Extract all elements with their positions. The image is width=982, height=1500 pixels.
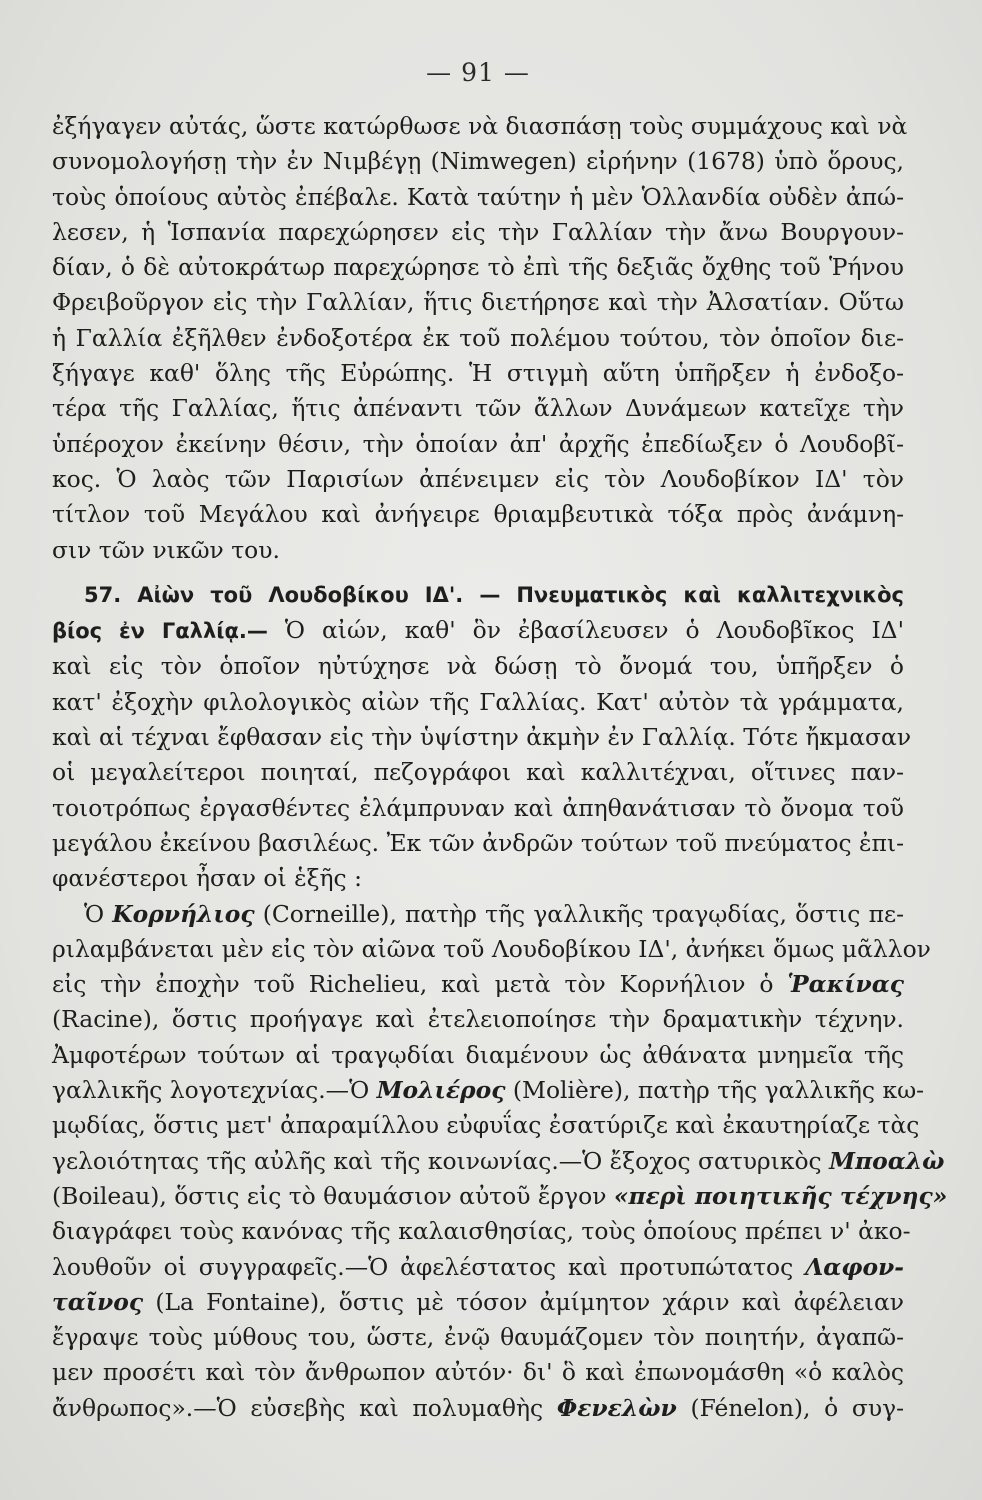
text-line: ἄνθρωπος».—Ὁ εὐσεβὴς καὶ πολυμαθὴς Φενελὼν (Fénelon), ὁ συγ- [52,1393,904,1422]
author-name: ταῖνος [52,1287,144,1316]
text-line: γαλλικῆς λογοτεχνίας.—Ὁ Μολιέρος (Molière), πατὴρ τῆς γαλλικῆς κω- [52,1076,925,1105]
text-line: σιν τῶν νικῶν του. [52,535,280,564]
text-line: μῳδίας, ὅστις μετ' ἀπαραμίλλου εὐφυΐας ἐσατύριζε καὶ ἐκαυτηρίαζε τὰς [52,1111,920,1140]
author-name: Μολιέρος [376,1076,506,1105]
text-line: ριλαμβάνεται μὲν εἰς τὸν αἰῶνα τοῦ Λουδοβίκου ΙΔ', ἀνήκει ὅμως μᾶλλον [52,934,931,963]
text-line: εἰς τὴν ἐποχὴν τοῦ Richelieu, καὶ μετὰ τὸν Κορνήλιον ὁ Ῥακίνας [52,970,904,999]
text-line: τοὺς ὁποίους αὐτὸς ἐπέβαλε. Κατὰ ταύτην ἡ μὲν Ὁλλανδία οὐδὲν ἀπώ- [52,182,904,211]
text-line: Ὁ Κορνήλιος (Corneille), πατὴρ τῆς γαλλικῆς τραγῳδίας, ὅστις πε- [84,899,904,928]
text-line: ἐξήγαγεν αὐτάς, ὥστε κατώρθωσε νὰ διασπάσῃ τοὺς συμμάχους καὶ νὰ [52,112,908,140]
text-line: μεν προσέτι καὶ τὸν ἄνθρωπον αὐτόν· δι' ὃ καὶ ἐπωνομάσθη «ὁ καλὸς [52,1358,904,1387]
text-line: ἔγραψε τοὺς μύθους του, ὥστε, ἐνῷ θαυμάζομεν τὸν ποιητήν, ἀγαπῶ- [52,1323,904,1352]
author-name: Ῥακίνας [787,970,904,999]
text-line: λεσεν, ἡ Ἱσπανία παρεχώρησεν εἰς τὴν Γαλλίαν τὴν ἄνω Βουργουν- [52,217,904,246]
text-line: κος. Ὁ λαὸς τῶν Παρισίων ἀπένειμεν εἰς τὸν Λουδοβίκον ΙΔ' τὸν [52,464,904,493]
page-number: — 91 — [426,58,530,87]
body-text [52,109,948,1426]
text-line: διαγράφει τοὺς κανόνας τῆς καλαισθησίας, τοὺς ὁποίους πρέπει ν' ἀκο- [52,1217,911,1246]
text-line: μεγάλου ἐκείνου βασιλέως. Ἐκ τῶν ἀνδρῶν τούτων τοῦ πνεύματος ἐπι- [52,828,904,857]
text-line: λουθοῦν οἱ συγγραφεῖς.—Ὁ ἀφελέστατος καὶ προτυπώτατος Λαφον- [52,1252,904,1281]
author-name: Κορνήλιος [112,899,255,928]
text-line: (Racine), ὅστις προήγαγε καὶ ἐτελειοποίησε τὴν δραματικὴν τέχνην. [52,1005,904,1034]
text-line: κατ' ἐξοχὴν φιλολογικὸς αἰὼν τῆς Γαλλίας. Κατ' αὐτὸν τὰ γράμματα, [52,687,904,716]
text-line: καὶ εἰς τὸν ὁποῖον ηὐτύχησε νὰ δώσῃ τὸ ὄνομά του, ὑπῆρξεν ὁ [52,652,904,681]
section-text: Ὁ αἰών, καθ' ὃν ἐβασίλευσεν ὁ Λουδοβῖκος ΙΔ' [267,616,905,645]
section-heading: 57. Αἰὼν τοῦ Λουδοβίκου ΙΔ'. — Πνευματικὸς καὶ καλλιτεχνικὸς [84,582,904,607]
text-line: Ἀμφοτέρων τούτων αἱ τραγῳδίαι διαμένουν ὡς ἀθάνατα μνημεῖα τῆς [52,1040,904,1069]
text-line: τίτλον τοῦ Μεγάλου καὶ ἀνήγειρε θριαμβευτικὰ τόξα πρὸς ἀνάμνη- [52,500,904,529]
author-name: Φενελὼν [556,1393,677,1422]
text-line: ὑπέροχον ἐκείνην θέσιν, τὴν ὁποίαν ἀπ' ἀρχῆς ἐπεδίωξεν ὁ Λουδοβῖ- [52,429,904,458]
text-line: φανέστεροι ἦσαν οἱ ἑξῆς : [52,864,362,893]
text-line: δίαν, ὁ δὲ αὐτοκράτωρ παρεχώρησε τὸ ἐπὶ τῆς δεξιᾶς ὄχθης τοῦ Ῥήνου [52,253,904,282]
text-line: ταῖνος (La Fontaine), ὅστις μὲ τόσον ἀμίμητον χάριν καὶ ἀφέλειαν [52,1287,904,1316]
text-line: τέρα τῆς Γαλλίας, ἥτις ἀπέναντι τῶν ἄλλων Δυνάμεων κατεῖχε τὴν [52,394,904,423]
text-line: οἱ μεγαλείτεροι ποιηταί, πεζογράφοι καὶ καλλιτέχναι, οἵτινες παν- [52,758,904,787]
text-line: (Boileau), ὅστις εἰς τὸ θαυμάσιον αὐτοῦ ἔργον «περὶ ποιητικῆς τέχνης» [52,1181,948,1210]
text-line: τοιοτρόπως ἐργασθέντες ἐλάμπρυναν καὶ ἀπηθανάτισαν τὸ ὄνομα τοῦ [52,793,904,822]
text-line: ἡ Γαλλία ἐξῆλθεν ἐνδοξοτέρα ἐκ τοῦ πολέμου τούτου, τὸν ὁποῖον διε- [52,323,904,352]
work-title: «περὶ ποιητικῆς τέχνης» [613,1181,948,1210]
text-line: καὶ αἱ τέχναι ἔφθασαν εἰς τὴν ὑψίστην ἀκμὴν ἐν Γαλλίᾳ. Τότε ἤκμασαν [52,723,912,752]
section-heading-line [52,613,904,649]
author-name: Μποαλὼ [829,1146,945,1175]
text-line: συνομολογήσῃ τὴν ἐν Νιμβέγῃ (Nimwegen) εἰρήνην (1678) ὑπὸ ὅρους, [52,147,904,176]
text-line: ξήγαγε καθ' ὅλης τῆς Εὐρώπης. Ἡ στιγμὴ αὕτη ὑπῆρξεν ἡ ἐνδοξο- [52,359,904,388]
author-name: Λαφον- [805,1252,904,1281]
text-line: Φρειβοῦργον εἰς τὴν Γαλλίαν, ἥτις διετήρησε καὶ τὴν Ἀλσατίαν. Οὕτω [52,288,904,317]
section-heading-cont: βίος ἐν Γαλλίᾳ.— [52,619,268,644]
text-line: γελοιότητας τῆς αὐλῆς καὶ τῆς κοινωνίας.—Ὁ ἔξοχος σατυρικὸς Μποαλὼ [52,1146,945,1175]
